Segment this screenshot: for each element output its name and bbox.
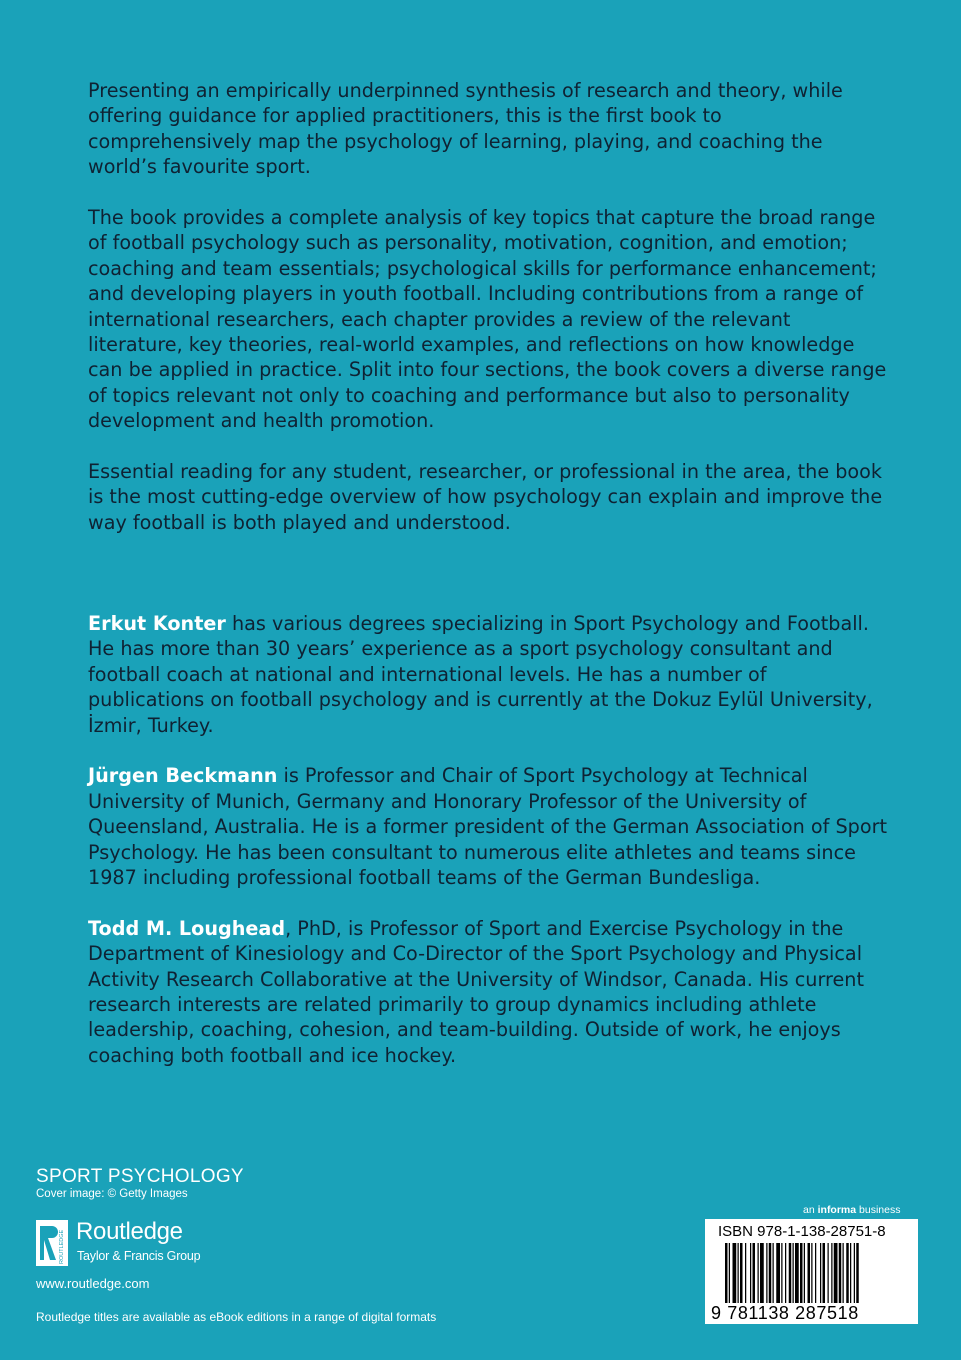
barcode-bar (758, 1243, 759, 1303)
barcode-bar (808, 1243, 811, 1303)
barcode-bar (781, 1243, 782, 1303)
barcode-bar (725, 1243, 728, 1303)
barcode-bar (831, 1243, 832, 1303)
author-bios (88, 611, 888, 1094)
ebook-note: Routledge titles are available as eBook editions in a range of digital formats (36, 1310, 437, 1324)
barcode-bar (793, 1243, 794, 1303)
author-name: Todd M. Loughead (88, 916, 286, 940)
book-blurb (88, 78, 888, 561)
author-bio (88, 611, 888, 738)
barcode-bar (856, 1243, 859, 1303)
barcode-bar (769, 1243, 772, 1303)
isbn-label: ISBN 978-1-138-28751-8 (718, 1223, 886, 1240)
isbn-barcode (705, 1219, 918, 1324)
barcode-bar (839, 1243, 842, 1303)
author-bio-text: is Professor and Chair of Sport Psychology at Technical University of Munich, Germany and Honorary Professor of the University of Queensland, Australia. He is a former president of the German Association of Sport Psychology. He has been consultant to numerous elite athletes and teams since 1987 including professional football teams of the German Bundesliga. (88, 764, 887, 890)
barcode-bar (750, 1243, 751, 1303)
author-bio (88, 763, 888, 890)
barcode-bar (733, 1243, 737, 1303)
barcode-bar (785, 1243, 786, 1303)
barcode-bar (773, 1243, 774, 1303)
blurb-paragraph-3: Essential reading for any student, researcher, or professional in the area, the book is the most cutting-edge overview of how psychology can explain and improve the way football is both played and understood. (88, 460, 883, 534)
barcode-bar (843, 1243, 844, 1303)
routledge-logo-icon (36, 1220, 68, 1266)
barcode-bar (850, 1243, 851, 1303)
author-bio-text: has various degrees specializing in Sport Psychology and Football. He has more than 30 years’ experience as a sport psychology consultant and football coach at national and international levels. He has a number of publications on football psychology and is currently at the Dokuz Eylül University, İzmir, Turkey. (88, 612, 873, 737)
barcode-bar (800, 1243, 803, 1303)
barcode-bar (795, 1243, 799, 1303)
barcode-digits: 9 781138 287518 (711, 1303, 859, 1323)
author-name: Erkut Konter (88, 612, 226, 635)
publisher-subtitle: Taylor & Francis Group (77, 1249, 201, 1263)
barcode-bar (854, 1243, 855, 1303)
informa-prefix: an (803, 1204, 818, 1216)
barcode-bar (729, 1243, 730, 1303)
barcode-bar (804, 1243, 805, 1303)
informa-suffix: business (856, 1204, 901, 1216)
blurb-paragraph-1: Presenting an empirically underpinned synthesis of research and theory, while offering guidance for applied practitioners, this is the first book to comprehensively map the psychology of learning, playing, and coaching the world’s favourite sport. (88, 79, 843, 179)
cover-credit: Cover image: © Getty Images (36, 1188, 188, 1200)
barcode-bar (738, 1243, 739, 1303)
informa-tagline (803, 1204, 900, 1216)
barcode-bar (823, 1243, 826, 1303)
informa-bold: informa (817, 1204, 857, 1216)
barcode-bar (820, 1243, 821, 1303)
author-name: Jürgen Beckmann (88, 764, 278, 788)
barcode-bar (815, 1243, 816, 1303)
routledge-mark-text: ROUTLEDGE (59, 1229, 65, 1264)
barcode-bar (834, 1243, 838, 1303)
publisher-name: Routledge (76, 1218, 183, 1245)
publisher-url[interactable]: www.routledge.com (36, 1276, 150, 1291)
barcode-bar (811, 1243, 812, 1303)
publisher-logo (36, 1220, 216, 1268)
barcode-bar (740, 1243, 743, 1303)
barcode-bar (760, 1243, 764, 1303)
barcode-bar (745, 1243, 746, 1303)
barcode-bar (828, 1243, 829, 1303)
author-bio (88, 916, 888, 1068)
barcode-bar (776, 1243, 780, 1303)
barcode-bar (753, 1243, 756, 1303)
barcode-bar (846, 1243, 849, 1303)
author-bio-text: , PhD, is Professor of Sport and Exercise Psychology in the Department of Kinesiology and Co-Director of the Sport Psychology and Physical Activity Research Collaborative at the University of Windsor, Canada. His current research interests are related primarily to group dynamics including athlete leadership, coaching, cohesion, and team-building. Outside of work, he enjoys coaching both football and ice hockey. (88, 916, 864, 1067)
barcode-bar (766, 1243, 767, 1303)
blurb-paragraph-2: The book provides a complete analysis of key topics that capture the broad range of football psychology such as personality, motivation, cognition, and emotion; coaching and team essentials; psychological skills for performance enhancement; and developing players in youth football. Including contributions from a range of international researchers, each chapter provides a review of the relevant literature, key theories, real-world examples, and reflections on how knowledge can be applied in practice. Split into four sections, the book covers a diverse range of topics relevant not only to coaching and performance but also to personality development and health promotion. (88, 206, 887, 433)
barcode-bar (789, 1243, 792, 1303)
subject-category: SPORT PSYCHOLOGY (36, 1166, 244, 1187)
